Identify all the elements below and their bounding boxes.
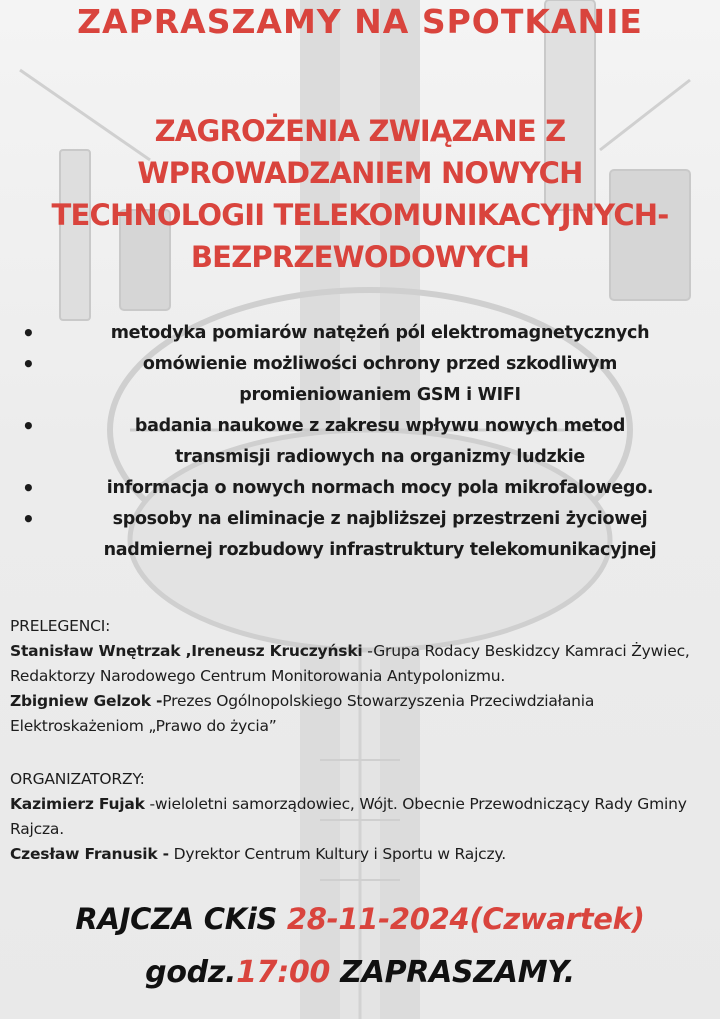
bullet-dot-icon: •	[22, 414, 35, 438]
topic-line: promieniowaniem GSM i WIFI	[239, 385, 521, 405]
closing-invite: ZAPRASZAMY.	[330, 955, 575, 990]
headline: ZAPRASZAMY NA SPOTKANIE	[77, 2, 643, 41]
topic-line: metodyka pomiarów natężeń pól elektromagnetycznych	[110, 323, 650, 343]
topic-item	[10, 411, 710, 473]
topics-list	[10, 318, 710, 566]
topic-item	[10, 349, 710, 411]
topic-line: badania naukowe z zakresu wpływu nowych metod	[134, 416, 626, 436]
topic-line: omówienie możliwości ochrony przed szkodliwym	[142, 354, 618, 374]
bullet-dot-icon: •	[22, 352, 35, 376]
event-title-line: ZAGROŻENIA ZWIĄZANE Z	[154, 114, 566, 148]
bullet-dot-icon: •	[22, 476, 35, 500]
event-title-line: TECHNOLOGII TELEKOMUNIKACYJNYCH-	[51, 198, 669, 232]
event-place-date	[0, 896, 720, 942]
event-time: 17:00	[236, 955, 331, 990]
topic-line: sposoby na eliminacje z najbliższej przestrzeni życiowej	[112, 509, 648, 529]
organizers-label: ORGANIZATORZY:	[10, 770, 145, 788]
organizer-name: Kazimierz Fujak	[10, 795, 145, 813]
event-place: RAJCZA CKiS	[75, 902, 287, 936]
event-date: 28-11-2024(Czwartek)	[286, 902, 645, 936]
organizer-description: -wieloletni samorządowiec, Wójt. Obecnie Przewodniczący Rady Gminy Rajcza.	[10, 795, 687, 838]
speakers-label: PRELEGENCI:	[10, 617, 111, 635]
organizer-description: Dyrektor Centrum Kultury i Sportu w Rajczy.	[168, 845, 506, 863]
speakers-section	[10, 614, 710, 739]
topic-line: nadmiernej rozbudowy infrastruktury telekomunikacyjnej	[103, 540, 657, 560]
topic-item	[10, 318, 710, 349]
speaker-entry	[10, 639, 710, 689]
topic-item	[10, 504, 710, 566]
topic-line: informacja o nowych normach mocy pola mikrofalowego.	[106, 478, 654, 498]
event-time-prefix: godz.	[145, 955, 237, 990]
speaker-description: Prezes Ogólnopolskiego Stowarzyszenia Przeciwdziałania Elektroskażeniom „Prawo do życia”	[10, 692, 595, 735]
speaker-entry	[10, 689, 710, 739]
speaker-description: -Grupa Rodacy Beskidzcy Kamraci Żywiec, Redaktorzy Narodowego Centrum Monitorowania Antypolonizmu.	[10, 642, 690, 685]
event-time-line	[0, 950, 720, 996]
bullet-dot-icon: •	[22, 507, 35, 531]
event-title-line: WPROWADZANIEM NOWYCH	[137, 156, 583, 190]
topic-item	[10, 473, 710, 504]
bullet-dot-icon: •	[22, 321, 35, 345]
organizers-section	[10, 767, 710, 867]
speaker-name: Zbigniew Gelzok -	[10, 692, 163, 710]
event-title	[0, 110, 720, 278]
organizer-entry	[10, 842, 710, 867]
event-title-line: BEZPRZEWODOWYCH	[190, 240, 530, 274]
organizer-name: Czesław Franusik -	[10, 845, 169, 863]
topic-line: transmisji radiowych na organizmy ludzkie	[174, 447, 585, 467]
organizer-entry	[10, 792, 710, 842]
speaker-name: Stanisław Wnętrzak ,Ireneusz Kruczyński	[10, 642, 363, 660]
